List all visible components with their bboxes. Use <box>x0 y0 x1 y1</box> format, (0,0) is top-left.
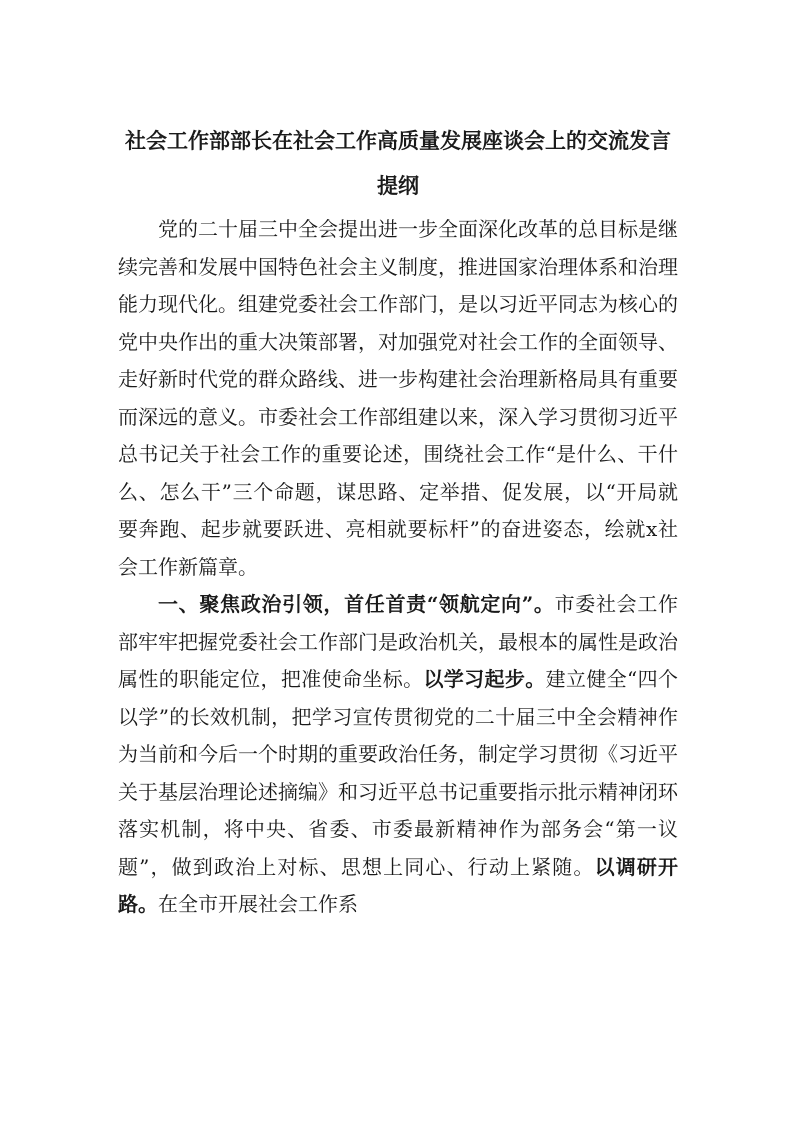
subheading-study: 以学习起步。 <box>423 667 546 691</box>
document-title: 社会工作部部长在社会工作高质量发展座谈会上的交流发言提纲 <box>125 128 671 198</box>
subheading-research: 以调研开路。 <box>118 854 678 916</box>
section-one-heading: 一、聚焦政治引领，首任首责“领航定向”。 <box>158 592 555 616</box>
study-text: 建立健全“四个以学”的长效机制，把学习宣传贯彻党的二十届三中全会精神作为当前和今后一个时期的重要政治任务，制定学习贯彻《习近平关于基层治理论述摘编》和习近平总书记重要指示批示精神闭环落实机制，将中央、省委、市委最新精神作为部务会“第一议题”，做到政治上对标、思想上同心、行动上紧随。 <box>118 667 679 879</box>
section-one-paragraph <box>118 586 678 924</box>
intro-paragraph: 党的二十届三中全会提出进一步全面深化改革的总目标是继续完善和发展中国特色社会主义制度，推进国家治理体系和治理能力现代化。组建党委社会工作部门，是以习近平同志为核心的党中央作出的重大决策部署，对加强党对社会工作的全面领导、走好新时代党的群众路线、进一步构建社会治理新格局具有重要而深远的意义。市委社会工作部组建以来，深入学习贯彻习近平总书记关于社会工作的重要论述，围绕社会工作“是什么、干什么、怎么干”三个命题，谋思路、定举措、促发展，以“开局就要奔跑、起步就要跃进、亮相就要标杆”的奋进姿态，绘就x社会工作新篇章。 <box>118 217 678 579</box>
section-one-text: 市委社会工作部牢牢把握党委社会工作部门是政治机关，最根本的属性是政治属性的职能定位，把准使命坐标。 <box>118 592 679 691</box>
research-text: 在全市开展社会工作系 <box>158 892 358 916</box>
document-body <box>118 211 678 924</box>
